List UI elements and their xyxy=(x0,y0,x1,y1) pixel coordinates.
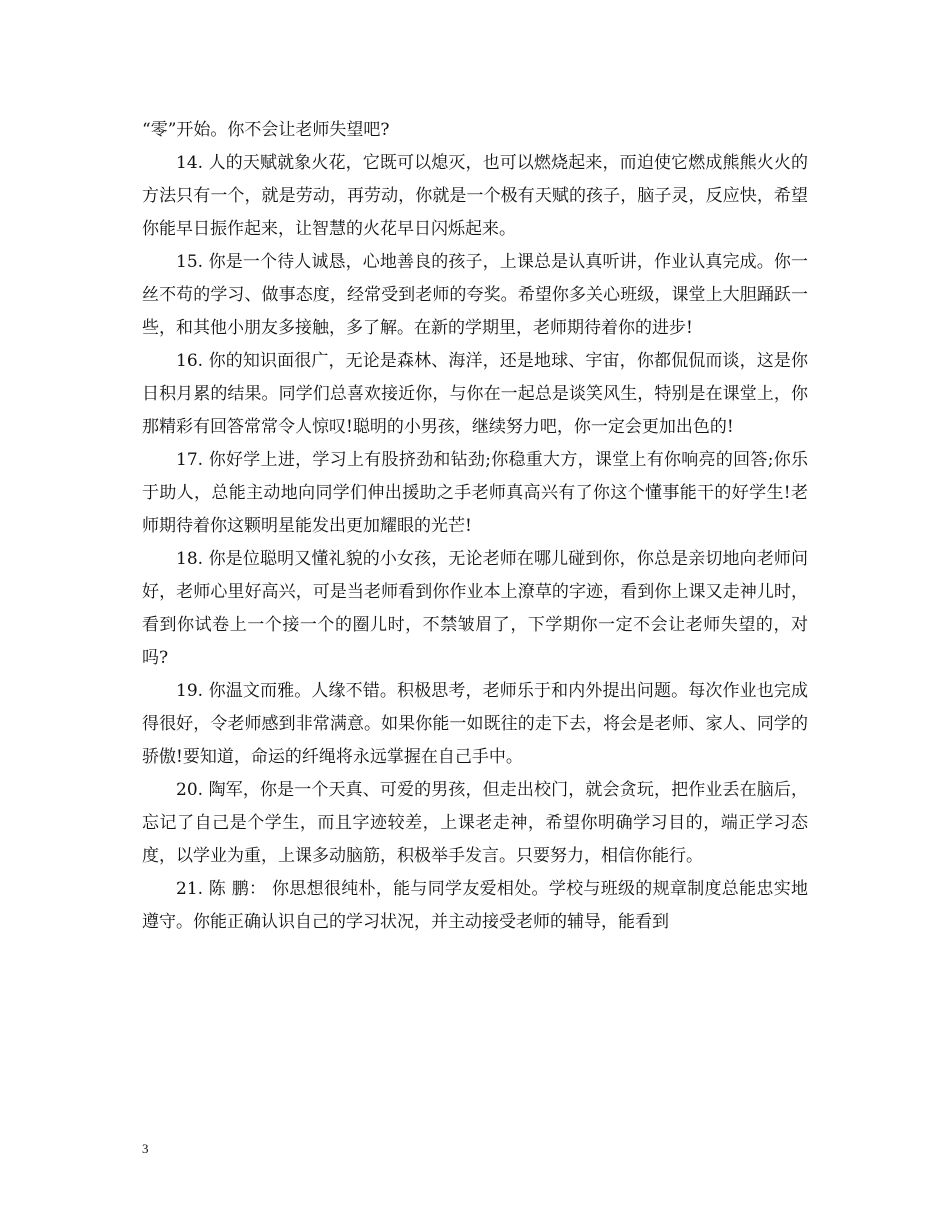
paragraph-20: 20. 陶军，你是一个天真、可爱的男孩，但走出校门，就会贪玩，把作业丢在脑后，忘记了自己是个学生，而且字迹较差，上课老走神，希望你明确学习目的，端正学习态度，以学业为重，上课多动脑筋，积极举手发言。只要努力，相信你能行。 xyxy=(142,780,808,866)
paragraph-18: 18. 你是位聪明又懂礼貌的小女孩，无论老师在哪儿碰到你，你总是亲切地向老师问好，老师心里好高兴，可是当老师看到你作业本上潦草的字迹，看到你上课又走神儿时，看到你试卷上一个接一个的圈儿时，不禁皱眉了，下学期你一定不会让老师失望的，对吗? xyxy=(142,549,808,668)
paragraph-16: 16. 你的知识面很广，无论是森林、海洋，还是地球、宇宙，你都侃侃而谈，这是你日积月累的结果。同学们总喜欢接近你，与你在一起总是谈笑风生，特别是在课堂上，你那精彩有回答常常令人惊叹!聪明的小男孩，继续努力吧，你一定会更加出色的! xyxy=(142,351,808,437)
paragraph-19: 19. 你温文而雅。人缘不错。积极思考，老师乐于和内外提出问题。每次作业也完成得很好，令老师感到非常满意。如果你能一如既往的走下去，将会是老师、家人、同学的骄傲!要知道，命运的纤绳将永远掌握在自己手中。 xyxy=(142,681,808,767)
document-body xyxy=(142,114,808,939)
paragraph-14: 14. 人的天赋就象火花，它既可以熄灭，也可以燃烧起来，而迫使它燃成熊熊火火的方法只有一个，就是劳动，再劳动，你就是一个极有天赋的孩子，脑子灵，反应快，希望你能早日振作起来，让智慧的火花早日闪烁起来。 xyxy=(142,153,808,239)
paragraph-15: 15. 你是一个待人诚恳，心地善良的孩子，上课总是认真听讲，作业认真完成。你一丝不苟的学习、做事态度，经常受到老师的夸奖。希望你多关心班级，课堂上大胆踊跃一些，和其他小朋友多接触，多了解。在新的学期里，老师期待着你的进步! xyxy=(142,252,808,338)
paragraph-continuation: “零”开始。你不会让老师失望吧? xyxy=(142,120,390,140)
paragraph-17: 17. 你好学上进，学习上有股挤劲和钻劲;你稳重大方，课堂上有你响亮的回答;你乐于助人，总能主动地向同学们伸出援助之手老师真高兴有了你这个懂事能干的好学生!老师期待着你这颗明星能发出更加耀眼的光芒! xyxy=(142,450,808,536)
paragraph-21: 21. 陈 鹏： 你思想很纯朴，能与同学友爱相处。学校与班级的规章制度总能忠实地遵守。你能正确认识自己的学习状况，并主动接受老师的辅导，能看到 xyxy=(142,879,808,932)
page-number: 3 xyxy=(142,1141,149,1156)
